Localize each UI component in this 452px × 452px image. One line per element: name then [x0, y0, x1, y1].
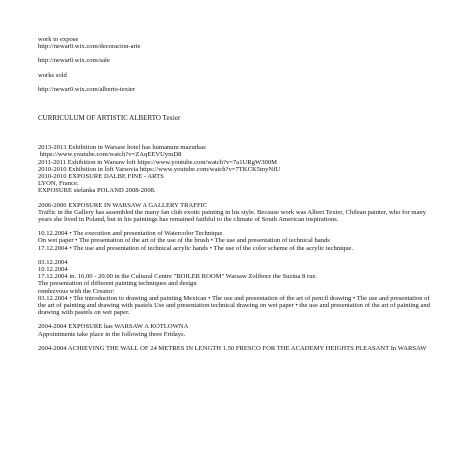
line: The presentation of different painting techniques and design	[38, 280, 197, 288]
line: 17.12.2004 in. 16.00 - 20.00 in the Cultural Centre "BOILER ROOM" Warsaw Zoliborz the Suzina 8 rue.	[38, 273, 318, 281]
line: 17.12.2004 • The use and presentation of technical acrylic hands • The use of the color scheme of the acrylic technique.	[38, 244, 354, 252]
line: Appointments take place in the following three Fridays.	[38, 330, 186, 338]
link-decoracion-arte[interactable]: http://newar0.wix.com/decoracion-arte	[38, 43, 141, 51]
line: On wet paper • The presentation of the art of the use of the brush • The use and presentation of technical hands	[38, 237, 330, 245]
line[interactable]: 2010-2010 Exhibition in loft Varsovia https://www.youtube.com/watch?v=7TKCK5myNfU	[38, 165, 281, 173]
document-page	[38, 36, 434, 352]
section-recent-exhibitions	[38, 144, 434, 194]
line: 2010-2010 EXPOSURE DALBE FINE - ARTS	[38, 173, 164, 181]
line: EXPOSURE sielanka POLAND 2008-2008.	[38, 187, 156, 195]
line: 2006-2006 EXPOSURE IN WARSAW A GALLERY TRAFFIC	[38, 201, 208, 209]
cv-heading: CURRICULUM OF ARTISTIC ALBERTO Texier	[38, 114, 181, 123]
line: 2004-2004 ACHIEVING THE WALL OF 24 METRES IN LENGTH 1.50 FRESCO FOR THE ACADEMY HEIGHTS PLEASANT In WARSAW	[38, 344, 427, 352]
line: LYON, France.	[38, 180, 79, 188]
line: 2004-2004 EXPOSURE has WARSAW A KOTLOWNA	[38, 323, 189, 331]
line: 10.12.2004	[38, 266, 68, 274]
section-kotlowna	[38, 323, 434, 337]
line: 10.12.2004 • The execution and presentation of Watercolor Technique	[38, 230, 223, 238]
line: 2013-2013 Exhibition in Warsaw hotel has humanum mazurkas	[38, 144, 206, 152]
line: rendezvous with the Creator:	[38, 287, 115, 295]
section-boiler-room	[38, 259, 434, 317]
line[interactable]: 2011-2011 Exhibition in Warsaw loft https://www.youtube.com/watch?v=7a1URgW300M	[38, 158, 277, 166]
line: 03.12.2004 • The introduction to drawing and painting Mexican • The use and presentation of the art of pencil drawing • The use and presentation of the art of painting and drawing with pastels Use and presentation technical drawing on wet paper • the use and presentation of the art of painting and drawing with pastels on wet paper.	[38, 294, 432, 317]
paragraph: Traffic in the Gallery has assembled the many fan club exotic painting in his style. Because work was Albert Texier, Chilean painter, who for many years she lived in Poland, but in his paintings has remained faithful to the climate of South American inspirations.	[38, 208, 428, 224]
intro-text: work to expose	[38, 36, 79, 43]
section-watercolor	[38, 230, 434, 252]
line[interactable]: https://www.youtube.com/watch?v=ZAqEEVUymD8	[38, 151, 182, 159]
works-sold-text: works sold	[38, 71, 67, 79]
section-traffic-gallery	[38, 202, 434, 224]
line: 03.12.2004	[38, 258, 68, 266]
link-alberto-texier[interactable]: http://newar0.wix.com/alberto-texier	[38, 85, 136, 93]
section-fresco	[38, 345, 434, 352]
link-sale[interactable]: http://newar0.wix.com/sale	[38, 57, 110, 65]
